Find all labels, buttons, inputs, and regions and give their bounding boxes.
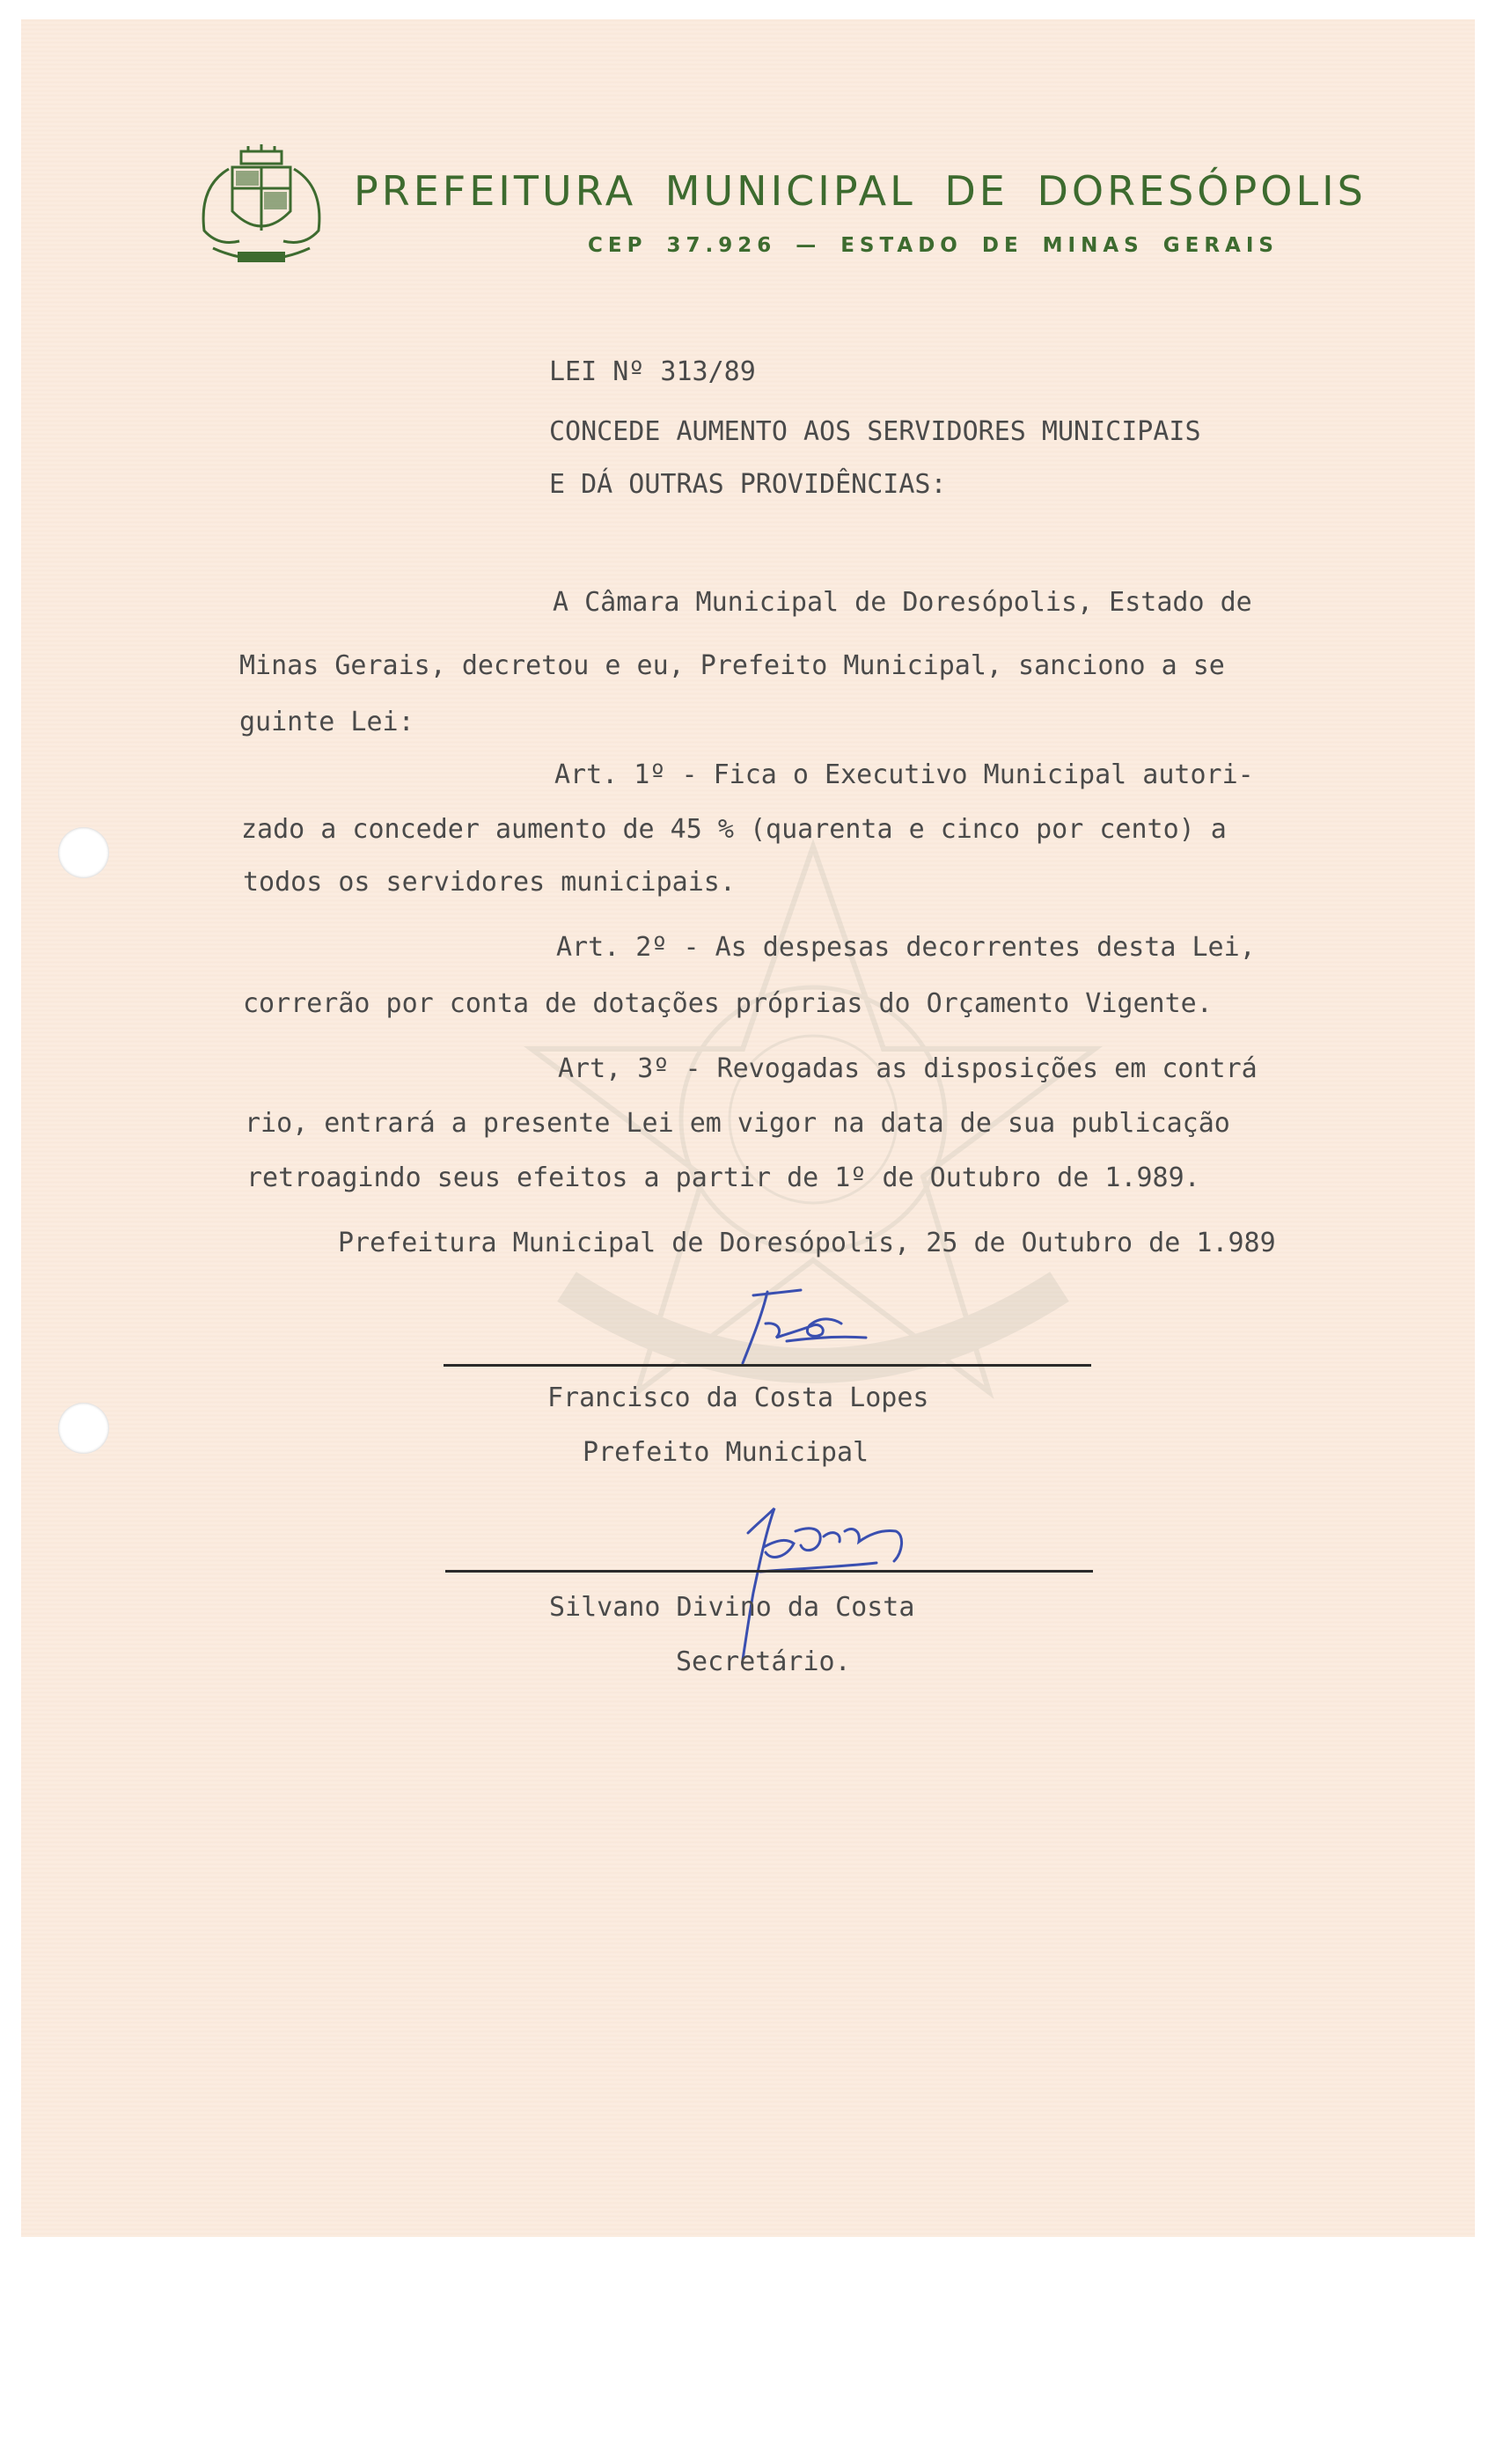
law-number: LEI Nº 313/89: [549, 356, 756, 387]
mayor-title: Prefeito Municipal: [583, 1437, 869, 1468]
mayor-signature: [681, 1280, 892, 1376]
article-1-line-2: zado a conceder aumento de 45 % (quarenta e cinco por cento) a: [241, 814, 1227, 845]
article-1-line-3: todos os servidores municipais.: [243, 867, 736, 898]
secretary-signature: [672, 1480, 936, 1665]
secretary-title: Secretário.: [676, 1646, 851, 1677]
article-3-line-3: retroagindo seus efeitos a partir de 1º de Outubro de 1.989.: [246, 1162, 1200, 1193]
closing-date-line: Prefeitura Municipal de Doresópolis, 25 de Outubro de 1.989: [338, 1228, 1276, 1258]
municipal-crest-logo: [187, 143, 336, 275]
document-page: [21, 19, 1475, 2237]
secretary-signature-line: [445, 1570, 1093, 1573]
mayor-name: Francisco da Costa Lopes: [547, 1382, 929, 1413]
law-summary-line-1: CONCEDE AUMENTO AOS SERVIDORES MUNICIPAIS: [549, 416, 1201, 447]
letterhead-subtitle: CEP 37.926 — ESTADO DE MINAS GERAIS: [588, 234, 1279, 257]
letterhead-title: PREFEITURA MUNICIPAL DE DORESÓPOLIS: [354, 167, 1367, 215]
preamble-line-3: guinte Lei:: [239, 707, 414, 737]
punch-hole-lower: [58, 1403, 109, 1454]
mayor-signature-line: [444, 1364, 1091, 1367]
punch-hole-upper: [58, 827, 109, 878]
preamble-line-1: A Câmara Municipal de Doresópolis, Estado de: [553, 587, 1252, 618]
secretary-name: Silvano Divino da Costa: [549, 1592, 915, 1623]
article-2-line-1: Art. 2º - As despesas decorrentes desta Lei,: [556, 932, 1256, 963]
article-3-line-1: Art, 3º - Revogadas as disposições em contrá: [558, 1053, 1258, 1084]
preamble-line-2: Minas Gerais, decretou e eu, Prefeito Municipal, sanciono a se: [239, 650, 1225, 681]
article-1-line-1: Art. 1º - Fica o Executivo Municipal autori-: [554, 759, 1254, 790]
article-2-line-2: correrão por conta de dotações próprias do Orçamento Vigente.: [243, 988, 1213, 1019]
law-summary-line-2: E DÁ OUTRAS PROVIDÊNCIAS:: [549, 469, 947, 500]
article-3-line-2: rio, entrará a presente Lei em vigor na data de sua publicação: [245, 1108, 1230, 1139]
